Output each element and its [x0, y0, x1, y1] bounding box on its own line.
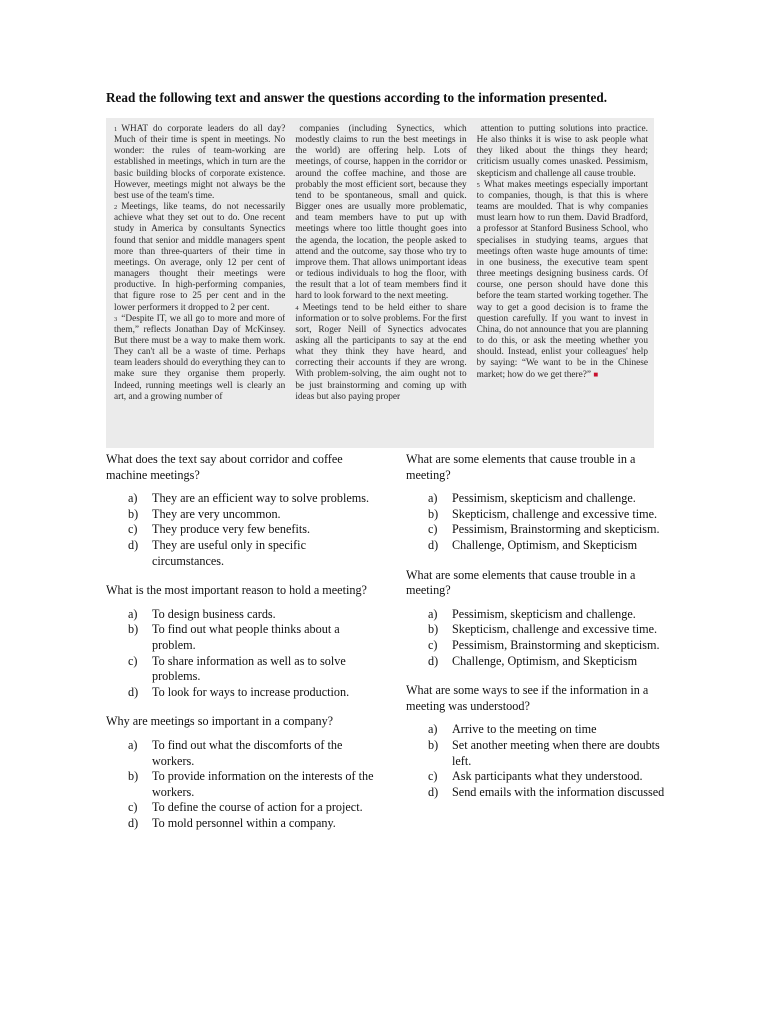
option-text: To mold personnel within a company.: [152, 815, 336, 830]
paragraph-number: 1: [114, 126, 118, 133]
option-text: Pessimism, Brainstorming and skepticism.: [452, 522, 660, 537]
question-block: [106, 583, 374, 700]
option-letter: c): [128, 800, 138, 815]
option-letter: c): [128, 653, 138, 668]
option-letter: d): [128, 537, 139, 552]
option-letter: b): [428, 506, 439, 521]
question-block: [406, 452, 666, 554]
question-block: [406, 568, 666, 670]
option-text: To find out what the discomforts of the workers.: [152, 737, 343, 768]
answer-option: [106, 622, 374, 653]
answer-option: [406, 785, 666, 801]
option-letter: a): [128, 606, 138, 621]
answer-option: [106, 769, 374, 800]
question-block: [106, 714, 374, 831]
answer-option: [106, 507, 374, 523]
option-letter: a): [428, 606, 438, 621]
option-text: Skepticism, challenge and excessive time.: [452, 622, 658, 637]
paragraph-number: 2: [114, 204, 118, 212]
answer-option: [406, 722, 666, 738]
answer-option: [106, 538, 374, 569]
option-text: Arrive to the meeting on time: [452, 722, 597, 737]
option-text: They produce very few benefits.: [152, 522, 311, 537]
instruction-heading: Read the following text and answer the questions according to the information presented.: [106, 90, 607, 105]
option-text: Pessimism, skepticism and challenge.: [452, 491, 636, 506]
paragraph-text: attention to putting solutions into practice. He also thinks it is wise to ask people what they liked about the things they heard; criticism usually comes unasked. Pessimism, skepticism and challenge all cause trouble.: [476, 124, 648, 179]
paragraph-number: 5: [476, 181, 480, 189]
option-text: Set another meeting when there are doubts left.: [452, 737, 660, 768]
option-letter: a): [428, 491, 438, 506]
option-text: Pessimism, skepticism and challenge.: [452, 606, 636, 621]
option-letter: b): [128, 622, 139, 637]
article-paragraph: [295, 303, 466, 403]
option-letter: d): [428, 784, 439, 799]
question-text: What does the text say about corridor and coffee machine meetings?: [106, 452, 343, 482]
answer-option: [106, 522, 374, 538]
article-paragraph: [114, 202, 285, 314]
questions-left-column: [106, 452, 374, 845]
option-text: To share information as well as to solve problems.: [152, 653, 346, 684]
option-letter: b): [428, 737, 439, 752]
paragraph-number: 4: [295, 304, 299, 312]
option-letter: a): [428, 722, 438, 737]
paragraph-text: WHAT do corporate leaders do all day? Much of their time is spent in meetings. No wonder: the rules of team-working are established in meetings, which in turn are the basic building blocks of corporate existence. However, meetings might not always be the best use of the team's time.: [114, 124, 286, 201]
option-letter: d): [428, 653, 439, 668]
answer-options: [106, 491, 374, 569]
answer-options: [106, 607, 374, 701]
article-paragraph: [114, 314, 285, 403]
answer-option: [106, 685, 374, 701]
option-letter: d): [128, 815, 139, 830]
question-block: [106, 452, 374, 569]
question-text: What are some ways to see if the information in a meeting was understood?: [406, 683, 649, 713]
answer-option: [106, 738, 374, 769]
answer-option: [406, 507, 666, 523]
answer-option: [406, 607, 666, 623]
questions-right-column: [406, 452, 666, 814]
paragraph-text: Meetings tend to be held either to share information or to solve problems. For the first sort, Roger Neill of Synectics advocates asking all the participants to say at the end what they think they have heard, and correcting their accounts if they are wrong. With problem-solving, the aim ought not to be just brainstorming and coming up with ideas but also paying proper: [295, 302, 467, 402]
question-text: What are some elements that cause trouble in a meeting?: [406, 452, 636, 482]
article-paragraph: [477, 180, 648, 382]
option-text: To look for ways to increase production.: [152, 684, 350, 699]
option-text: To find out what people thinks about a problem.: [152, 622, 340, 652]
option-letter: d): [428, 537, 439, 552]
option-text: To provide information on the interests of the workers.: [152, 769, 374, 799]
answer-option: [406, 769, 666, 785]
option-letter: c): [428, 637, 438, 652]
option-text: Pessimism, Brainstorming and skepticism.: [452, 637, 660, 652]
option-letter: b): [128, 506, 139, 521]
answer-option: [106, 607, 374, 623]
question-text: What is the most important reason to hold a meeting?: [106, 583, 367, 598]
paragraph-text: What makes meetings especially important to companies, though, is that this is where teams are moulded. That is why companies must learn how to run them. David Bradford, a professor at Stanford Business School, who specialises in studying teams, argues that meetings often waste huge amounts of time: in one business, the executive team spent three meetings designing business cards. Of course, one person should have done this before the team started working together. The way to get a good decision is to frame the question carefully. If you want to invest in China, do not announce that you are planning to do this, or ask the meeting whether you should. Instead, enlist your colleagues' help by saying: “We want to be in the Chinese market; how do we get there?”: [476, 179, 648, 381]
answer-option: [406, 738, 666, 769]
question-text: What are some elements that cause trouble in a meeting?: [406, 567, 636, 598]
question-block: [406, 683, 666, 800]
answer-option: [406, 622, 666, 638]
paragraph-number: 3: [114, 315, 118, 323]
option-text: Challenge, Optimism, and Skepticism: [452, 537, 638, 552]
answer-option: [406, 638, 666, 654]
option-letter: a): [128, 737, 138, 752]
option-text: To define the course of action for a project.: [152, 800, 363, 815]
article-paragraph: [477, 124, 648, 180]
option-text: They are useful only in specific circumstances.: [152, 537, 306, 568]
option-letter: b): [428, 622, 439, 637]
answer-option: [106, 816, 374, 832]
answer-options: [406, 491, 666, 553]
option-text: They are an efficient way to solve problems.: [152, 491, 370, 506]
paragraph-text: Meetings, like teams, do not necessarily achieve what they set out to do. One recent study in America by consultants Synectics found that senior and middle managers spent more than three-quarters of their time in meetings. On average, only 12 per cent of managers thought their meetings were productive. In high-performing companies, that figure rose to 25 per cent and in the lower performers it dropped to 2 per cent.: [114, 202, 286, 313]
answer-option: [106, 491, 374, 507]
option-text: Ask participants what they understood.: [452, 769, 643, 784]
option-letter: c): [428, 769, 438, 784]
paragraph-text: “Despite IT, we all go to more and more of them,” reflects Jonathan Day of McKinsey. But there must be a way to make them work. They can't all be a waste of time. Perhaps team leaders should do everything they can to make sure they organise them properly. Indeed, running meetings well is clearly an art, and a growing number of: [114, 313, 286, 402]
answer-option: [406, 522, 666, 538]
article-excerpt: [106, 118, 654, 448]
article-column-1: [114, 124, 285, 448]
answer-options: [406, 607, 666, 669]
paragraph-text: companies (including Synectics, which modestly claims to run the best meetings in the world) are offering help. Lots of meetings, of course, happen in the corridor or around the coffee machine, and those are probably the most efficient sort, because they tend to be spontaneous, small and quick. Bigger ones are usually more problematic, and team members have to put up with meetings where too little thought goes into the agenda, the location, the people asked to attend and the outcome, say those who try to improve them. That allows unimportant ideas or tedious individuals to hog the floor, with the result that a lot of team members find it hard to look forward to the next meeting.: [295, 124, 467, 302]
article-paragraph: [295, 124, 466, 303]
option-letter: b): [128, 769, 139, 784]
option-text: Send emails with the information discussed: [452, 784, 665, 799]
answer-option: [406, 491, 666, 507]
option-text: They are very uncommon.: [152, 506, 281, 521]
answer-options: [406, 722, 666, 800]
answer-option: [406, 538, 666, 554]
article-column-2: [295, 124, 466, 448]
answer-option: [106, 654, 374, 685]
question-text: Why are meetings so important in a company?: [106, 714, 334, 729]
option-text: Skepticism, challenge and excessive time.: [452, 506, 658, 521]
answer-option: [406, 654, 666, 670]
answer-option: [106, 800, 374, 816]
option-text: Challenge, Optimism, and Skepticism: [452, 653, 638, 668]
option-letter: c): [128, 522, 138, 537]
option-text: To design business cards.: [152, 606, 276, 621]
option-letter: c): [428, 522, 438, 537]
option-letter: d): [128, 684, 139, 699]
option-letter: a): [128, 491, 138, 506]
article-paragraph: [114, 124, 285, 202]
end-mark-icon: ■: [593, 370, 599, 380]
article-column-3: [477, 124, 648, 448]
answer-options: [106, 738, 374, 832]
